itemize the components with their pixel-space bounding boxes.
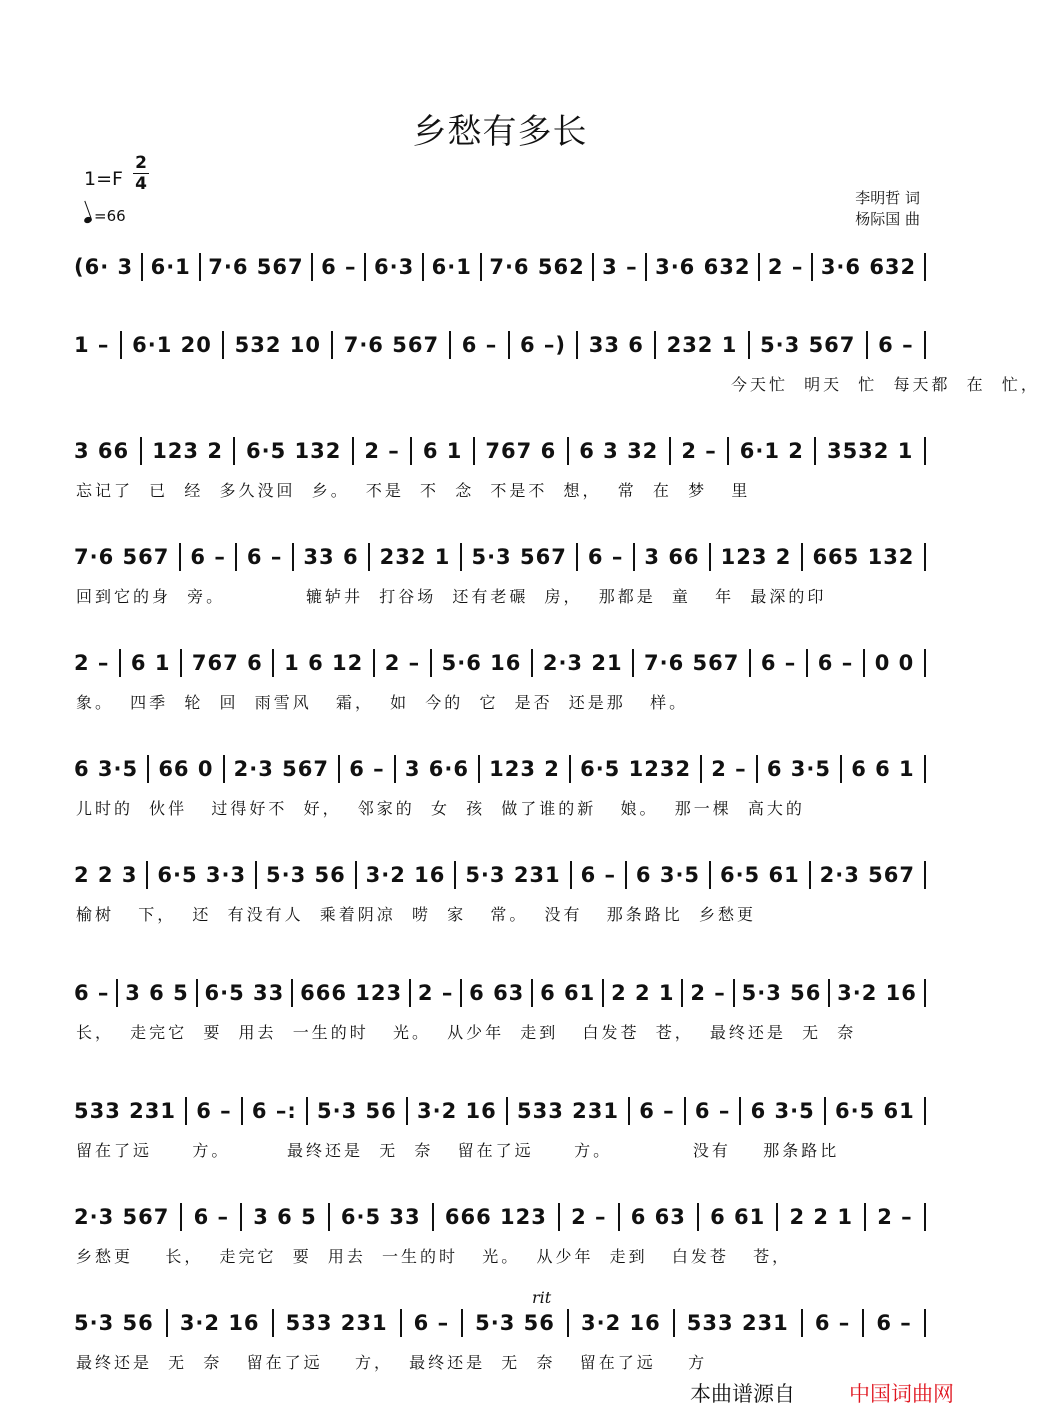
measure: 532 10 xyxy=(234,333,321,357)
measure: 6 61 xyxy=(540,981,596,1005)
measure: 533 231 xyxy=(517,1099,619,1123)
barline xyxy=(924,979,926,1007)
barline xyxy=(480,253,482,281)
tempo-marking xyxy=(84,207,126,225)
barline xyxy=(328,1203,330,1231)
measure: 533 231 xyxy=(686,1311,789,1335)
measure: 3·6 632 xyxy=(820,255,917,279)
barline xyxy=(864,1203,866,1231)
barline xyxy=(409,979,411,1007)
barline xyxy=(727,437,729,465)
barline xyxy=(410,437,412,465)
barline xyxy=(633,543,635,571)
barline xyxy=(576,543,578,571)
notation-row xyxy=(74,544,926,570)
measure: 3 66 xyxy=(74,439,130,463)
measure: 6 – xyxy=(193,1205,230,1229)
measure: 2 – xyxy=(571,1205,607,1229)
measure: 6 3·5 xyxy=(635,863,701,887)
measure: 6 61 xyxy=(710,1205,766,1229)
measure: 2 – xyxy=(690,981,726,1005)
barline xyxy=(681,979,683,1007)
measure: 6 – xyxy=(246,545,283,569)
barline xyxy=(141,253,143,281)
measure: 7·6 567 xyxy=(343,333,440,357)
measure: 232 1 xyxy=(379,545,451,569)
barline xyxy=(180,1203,182,1231)
measure: 3 – xyxy=(602,255,638,279)
measure: 2·3 21 xyxy=(542,651,623,675)
barline xyxy=(223,755,225,783)
measure: 6 63 xyxy=(630,1205,686,1229)
measure: 5·3 567 xyxy=(471,545,567,569)
measure: 232 1 xyxy=(666,333,738,357)
barline xyxy=(460,979,462,1007)
measure: 6 – xyxy=(196,1099,232,1123)
barline xyxy=(811,253,813,281)
barline xyxy=(140,437,142,465)
barline xyxy=(406,1097,408,1125)
measure: 6 – xyxy=(74,981,110,1005)
barline xyxy=(508,331,510,359)
barline xyxy=(352,437,354,465)
measure: 767 6 xyxy=(191,651,263,675)
barline xyxy=(460,543,462,571)
barline xyxy=(199,253,201,281)
measure: 66 0 xyxy=(158,757,214,781)
barline xyxy=(179,543,181,571)
lyric-line: 今天忙 明天 忙 每天都 在 忙， xyxy=(76,375,1040,394)
measure: 6·1 xyxy=(150,255,191,279)
barline xyxy=(749,649,751,677)
measure: 6 – xyxy=(639,1099,675,1123)
measure: 123 2 xyxy=(152,439,223,463)
barline xyxy=(602,979,604,1007)
barline xyxy=(166,1309,168,1337)
barline xyxy=(255,861,257,889)
barline xyxy=(739,1097,741,1125)
measure: 666 123 xyxy=(444,1205,547,1229)
notation-row xyxy=(74,650,926,676)
barline xyxy=(531,979,533,1007)
lyric-line: 儿时的 伙伴 过得好不 好， 邻家的 女 孩 做了谁的新 娘。 那一棵 高大的 xyxy=(76,799,805,818)
barline xyxy=(697,1203,699,1231)
footer-site-link[interactable]: 中国词曲网 xyxy=(849,1382,954,1406)
barline xyxy=(806,649,808,677)
barline xyxy=(473,437,475,465)
measure: 6 – xyxy=(817,651,854,675)
measure: 2 – xyxy=(711,757,747,781)
measure: 33 6 xyxy=(588,333,644,357)
measure: 5·3 56 xyxy=(74,1311,154,1335)
barline xyxy=(292,543,294,571)
barline xyxy=(862,1309,864,1337)
barline xyxy=(758,253,760,281)
measure: 6 1 xyxy=(422,439,463,463)
time-numerator: 2 xyxy=(135,153,147,173)
barline xyxy=(924,649,926,677)
measure: 666 123 xyxy=(300,981,403,1005)
barline xyxy=(924,437,926,465)
barline xyxy=(461,1309,463,1337)
barline xyxy=(241,1097,243,1125)
barline xyxy=(733,979,735,1007)
measure: 6·5 1232 xyxy=(580,757,692,781)
barline xyxy=(338,755,340,783)
barline xyxy=(311,253,313,281)
barline xyxy=(814,437,816,465)
barline xyxy=(180,649,182,677)
measure: 123 2 xyxy=(489,757,560,781)
barline xyxy=(364,253,366,281)
measure: 7·6 567 xyxy=(74,545,170,569)
barline xyxy=(684,1097,686,1125)
measure: 2 2 1 xyxy=(611,981,675,1005)
measure: 6 – xyxy=(349,757,385,781)
notation-row xyxy=(74,332,926,358)
barline xyxy=(669,437,671,465)
barline xyxy=(776,1203,778,1231)
measure: 6 – xyxy=(878,333,914,357)
measure: 6 – xyxy=(760,651,797,675)
barline xyxy=(924,331,926,359)
barline xyxy=(567,1309,569,1337)
notation-row xyxy=(74,1204,926,1230)
barline xyxy=(235,543,237,571)
score-title: 乡愁有多长 xyxy=(412,112,588,152)
measure: 3 6·6 xyxy=(404,757,469,781)
barline xyxy=(240,1203,242,1231)
lyric-line: 乡愁更 长， 走完它 要 用去 一生的时 光。 从少年 走到 白发苍 苍， xyxy=(76,1247,792,1266)
measure: 6 – xyxy=(814,1311,851,1335)
barline xyxy=(422,253,424,281)
measure: 3 6 5 xyxy=(125,981,189,1005)
footer-source: 本曲谱源自 xyxy=(690,1382,795,1406)
measure: 6·5 33 xyxy=(340,1205,421,1229)
notation-row xyxy=(74,438,926,464)
measure: 6 – xyxy=(694,1099,731,1123)
barline xyxy=(306,1097,308,1125)
barline xyxy=(628,1097,630,1125)
barline xyxy=(430,649,432,677)
measure: 3·2 16 xyxy=(179,1311,260,1335)
measure: 5·3 56 xyxy=(317,1099,397,1123)
lyric-line: 榆树 下， 还 有没有人 乘着阴凉 唠 家 常。 没有 那条路比 乡愁更 xyxy=(76,905,756,924)
barline xyxy=(570,861,572,889)
barline xyxy=(828,979,830,1007)
measure: 2·3 567 xyxy=(74,1205,170,1229)
composer: 杨际国 曲 xyxy=(855,210,920,228)
barline xyxy=(654,331,656,359)
measure: 665 132 xyxy=(812,545,915,569)
barline xyxy=(331,331,333,359)
measure: 6 – xyxy=(413,1311,450,1335)
measure: 2 2 1 xyxy=(789,1205,853,1229)
notation-row xyxy=(74,980,926,1006)
measure: 767 6 xyxy=(485,439,557,463)
barline xyxy=(645,253,647,281)
measure: 1 6 12 xyxy=(284,651,364,675)
measure: 1 – xyxy=(74,333,110,357)
measure: 2·3 567 xyxy=(233,757,330,781)
barline xyxy=(116,979,118,1007)
barline xyxy=(119,649,121,677)
barline xyxy=(709,543,711,571)
measure: 6 – xyxy=(190,545,226,569)
measure: 6·5 3·3 xyxy=(157,863,247,887)
tempo-value: =66 xyxy=(94,207,126,225)
barline xyxy=(272,1309,274,1337)
barline xyxy=(394,755,396,783)
barline xyxy=(618,1203,620,1231)
barline xyxy=(801,543,803,571)
barline xyxy=(576,331,578,359)
measure: 33 6 xyxy=(303,545,359,569)
notation-row xyxy=(74,1098,926,1124)
barline xyxy=(185,1097,187,1125)
barline xyxy=(625,861,627,889)
notation-row xyxy=(74,1310,926,1336)
measure: 2 – xyxy=(417,981,454,1005)
measure: 6·5 61 xyxy=(834,1099,915,1123)
credits xyxy=(855,188,920,230)
lyricist: 李明哲 词 xyxy=(855,189,920,207)
barline xyxy=(291,979,293,1007)
measure: 3 66 xyxy=(644,545,700,569)
barline xyxy=(592,253,594,281)
barline xyxy=(700,755,702,783)
barline xyxy=(924,861,926,889)
lyric-line: 回到它的身 旁。 辘轳井 打谷场 还有老碾 房， 那都是 童 年 最深的印 xyxy=(76,587,827,606)
barline xyxy=(146,861,148,889)
measure: 6·1 xyxy=(431,255,472,279)
measure: 5·3 56 xyxy=(266,863,346,887)
measure: 2 – xyxy=(877,1205,913,1229)
measure: 3 6 5 xyxy=(253,1205,317,1229)
measure: 533 231 xyxy=(285,1311,388,1335)
measure: 3·2 16 xyxy=(837,981,917,1005)
lyric-line: 最终还是 无 奈 留在了远 方， 最终还是 无 奈 留在了远 方 xyxy=(76,1353,708,1372)
barline xyxy=(432,1203,434,1231)
barline xyxy=(801,1309,803,1337)
measure: 6 – xyxy=(587,545,624,569)
measure: 2 – xyxy=(364,439,400,463)
measure: 0 0 xyxy=(874,651,915,675)
barline xyxy=(368,543,370,571)
lyric-line: 长， 走完它 要 用去 一生的时 光。 从少年 走到 白发苍 苍， 最终还是 无 奈 xyxy=(76,1023,857,1042)
barline xyxy=(569,755,571,783)
measure: 6·5 132 xyxy=(245,439,342,463)
measure: 5·6 16 xyxy=(441,651,522,675)
barline xyxy=(709,861,711,889)
barline xyxy=(809,861,811,889)
measure: 3·6 632 xyxy=(655,255,751,279)
lyric-line: 象。 四季 轮 回 雨雪风 霜， 如 今的 它 是否 还是那 样。 xyxy=(76,693,689,712)
measure: 6 3·5 xyxy=(74,757,139,781)
barline xyxy=(147,755,149,783)
measure: 6·1 2 xyxy=(739,439,804,463)
measure: 533 231 xyxy=(74,1099,176,1123)
measure: 6 3·5 xyxy=(750,1099,815,1123)
measure: 2·3 567 xyxy=(819,863,915,887)
barline xyxy=(756,755,758,783)
measure: 7·6 562 xyxy=(489,255,585,279)
time-denominator: 4 xyxy=(135,174,147,194)
notation-row xyxy=(74,862,926,888)
measure: 6 – xyxy=(876,1311,912,1335)
barline xyxy=(506,1097,508,1125)
measure: (6· 3 xyxy=(74,255,134,279)
measure: 6·5 61 xyxy=(719,863,800,887)
footer xyxy=(690,1378,954,1408)
lyric-line: 留在了远 方。 最终还是 无 奈 留在了远 方。 没有 那条路比 xyxy=(76,1141,840,1160)
barline xyxy=(233,437,235,465)
measure: 6·1 20 xyxy=(132,333,212,357)
barline xyxy=(355,861,357,889)
barline xyxy=(924,543,926,571)
barline xyxy=(748,331,750,359)
quarter-note-icon xyxy=(83,216,93,224)
rit-marking: rit xyxy=(532,1288,552,1307)
measure: 6 3 32 xyxy=(579,439,659,463)
lyric-line: 忘记了 已 经 多久没回 乡。 不是 不 念 不是不 想， 常 在 梦 里 xyxy=(76,481,751,500)
barline xyxy=(673,1309,675,1337)
measure: 6 3·5 xyxy=(766,757,831,781)
measure: 2 – xyxy=(767,255,804,279)
barline xyxy=(531,649,533,677)
barline xyxy=(400,1309,402,1337)
measure: 3·2 16 xyxy=(365,863,446,887)
measure: 3·2 16 xyxy=(417,1099,497,1123)
notation-row xyxy=(74,756,926,782)
measure: 5·3 231 xyxy=(465,863,561,887)
barline xyxy=(924,755,926,783)
notation-row xyxy=(74,254,926,280)
measure: 7·6 567 xyxy=(644,651,740,675)
measure: 5·3 567 xyxy=(760,333,856,357)
measure: 6 – xyxy=(321,255,357,279)
barline xyxy=(558,1203,560,1231)
barline xyxy=(924,253,926,281)
barline xyxy=(924,1203,926,1231)
barline xyxy=(449,331,451,359)
barline xyxy=(924,1097,926,1125)
barline xyxy=(454,861,456,889)
measure: 6 63 xyxy=(469,981,525,1005)
measure: 6 – xyxy=(580,863,617,887)
measure: 6 6 1 xyxy=(851,757,915,781)
barline xyxy=(196,979,198,1007)
measure: 6·3 xyxy=(374,255,415,279)
measure: 3532 1 xyxy=(826,439,914,463)
barline xyxy=(632,649,634,677)
barline xyxy=(863,649,865,677)
measure: 5·3 56 xyxy=(475,1311,555,1335)
measure: 6 –) xyxy=(519,333,566,357)
key-signature: 1=F xyxy=(84,168,123,190)
measure: 3·2 16 xyxy=(580,1311,661,1335)
barline xyxy=(272,649,274,677)
barline xyxy=(120,331,122,359)
barline xyxy=(840,755,842,783)
measure: 2 – xyxy=(681,439,717,463)
barline xyxy=(924,1309,926,1337)
measure: 6·5 33 xyxy=(204,981,285,1005)
barline xyxy=(824,1097,826,1125)
time-signature xyxy=(133,154,149,193)
barline xyxy=(373,649,375,677)
measure: 123 2 xyxy=(720,545,792,569)
measure: 6 –: xyxy=(251,1099,297,1123)
barline xyxy=(478,755,480,783)
measure: 6 1 xyxy=(130,651,171,675)
barline xyxy=(222,331,224,359)
measure: 2 2 3 xyxy=(74,863,138,887)
measure: 2 – xyxy=(384,651,421,675)
barline xyxy=(866,331,868,359)
measure: 7·6 567 xyxy=(208,255,304,279)
measure: 2 – xyxy=(74,651,110,675)
measure: 6 – xyxy=(461,333,498,357)
measure: 5·3 56 xyxy=(741,981,822,1005)
barline xyxy=(567,437,569,465)
